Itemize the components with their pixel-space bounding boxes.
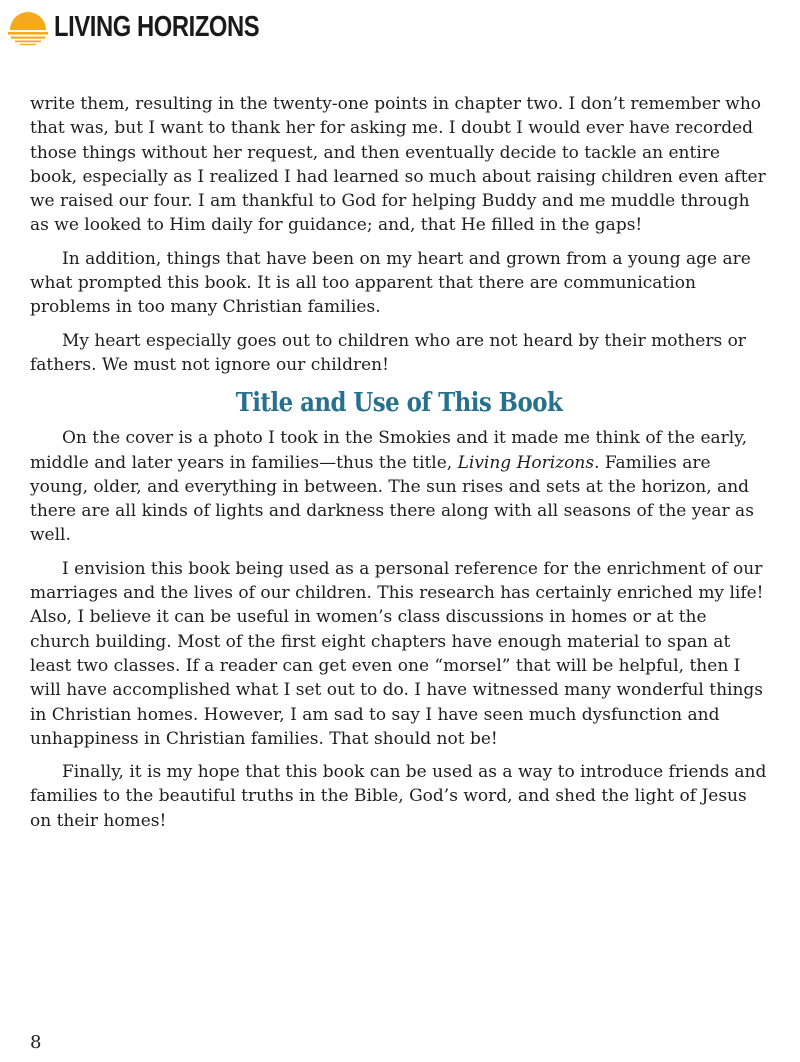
paragraph: In addition, things that have been on my heart and grown from a young age are what prompted this book. It is all too apparent that there are communication problems in too many Christian families. [30,248,751,318]
paragraph: write them, resulting in the twenty-one points in chapter two. I don’t remember who that was, but I want to thank her for asking me. I doubt I would ever have recorded those things without her request, and then eventually decide to tackle an entire book, especially as I realized I had learned so much about raising children even after we raised our four. I am thankful to God for helping Buddy and me muddle through as we looked to Him daily for guidance; and, that He filled in the gaps! [30,94,766,236]
paragraph: I envision this book being used as a personal reference for the enrichment of our marriages and the lives of our children. This research has certainly enriched my life! Also, I believe it can be useful in women’s class discussions in homes or at the church building. Most of the first eight chapters have enough material to span at least two classes. If a reader can get even one “morsel” that will be helpful, then I will have accomplished what I set out to do. I have witnessed many wonderful things in Christian homes. However, I am sad to say I have seen much dysfunction and unhappiness in Christian families. That should not be! [30,558,764,749]
paragraph [30,426,768,547]
body-text [30,92,768,842]
paragraph-text: . Families are young, older, and everything in between. The sun rises and sets at the horizon, and there are all kinds of lights and darkness there along with all seasons of the year as well. [30,452,754,546]
paragraph-text: On the cover is a photo I took in the Smokies and it made me think of the early, middle and later years in families—thus the title, [30,428,747,473]
sunrise-horizon-icon [6,8,50,46]
paragraph: Finally, it is my hope that this book can be used as a way to introduce friends and families to the beautiful truths in the Bible, God’s word, and shed the light of Jesus on their homes! [30,762,767,831]
running-header [6,6,304,48]
page-number: 8 [30,1032,42,1053]
brand-title: LIVING HORIZONS [54,10,260,43]
section-heading: Title and Use of This Book [235,388,563,419]
paragraph: My heart especially goes out to children who are not heard by their mothers or fathers. We must not ignore our children! [30,330,746,375]
book-title-italic: Living Horizons [457,452,595,473]
